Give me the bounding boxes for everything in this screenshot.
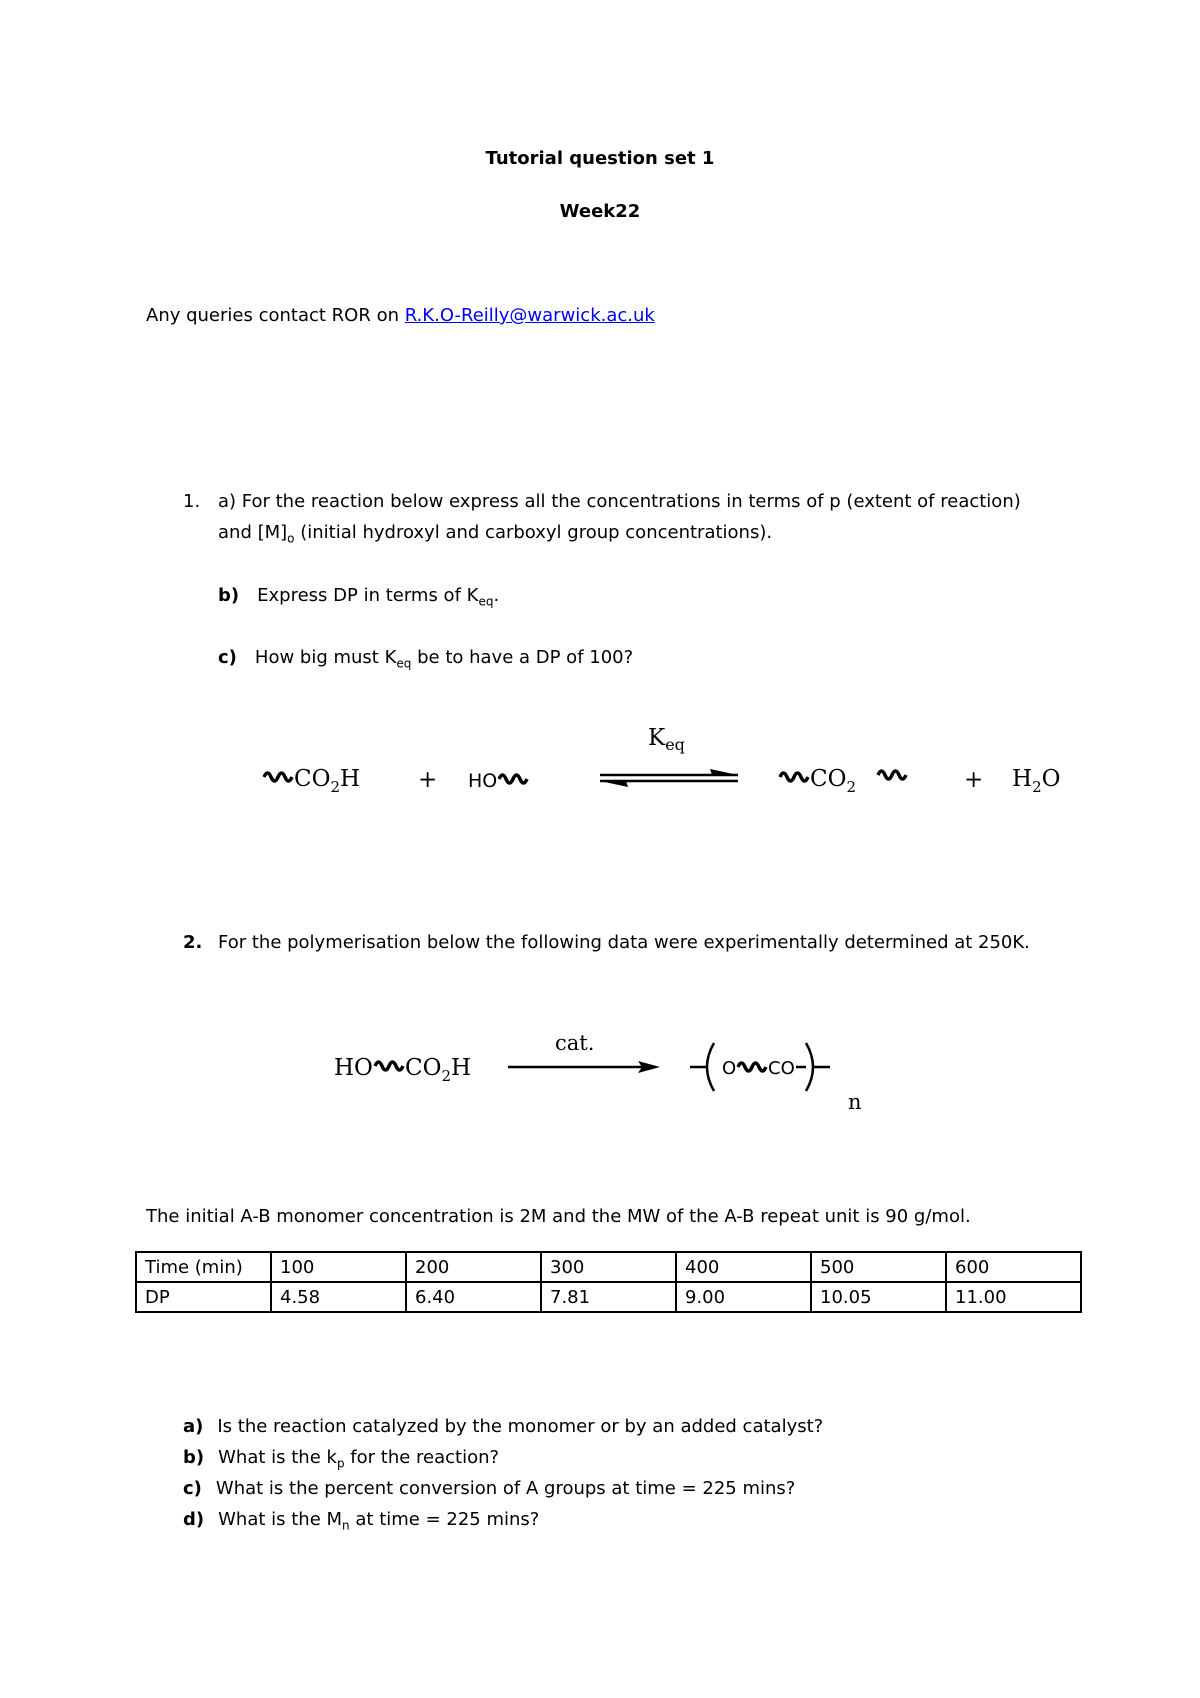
table-cell: 4.58 <box>271 1282 406 1312</box>
polymer-chain-wavy-3 <box>780 773 808 781</box>
q1c-sub: eq <box>396 656 412 671</box>
q1c <box>218 647 633 671</box>
reactant-alcohol: HO <box>468 770 498 792</box>
catalyst-label: cat. <box>555 1031 595 1055</box>
q2a <box>183 1416 823 1437</box>
table-row <box>136 1252 1081 1282</box>
polymer-chain-wavy-2 <box>499 775 527 783</box>
table-cell: 9.00 <box>676 1282 811 1312</box>
table-cell: 6.40 <box>406 1282 541 1312</box>
q2c-text: What is the percent conversion of A groups at time = 225 mins? <box>215 1478 796 1499</box>
q2d <box>183 1509 539 1533</box>
product-ester: $CO_2$ <box>810 766 857 796</box>
table-cell: 400 <box>676 1252 811 1282</box>
polymer-chain-wavy-6 <box>738 1063 766 1071</box>
table-cell: 100 <box>271 1252 406 1282</box>
table-header-dp: DP <box>136 1282 271 1312</box>
q2-text: For the polymerisation below the following data were experimentally determined at 250K. <box>218 932 1030 953</box>
plus-sign-1: + <box>418 767 438 793</box>
q1c-pre: How big must K <box>254 647 397 668</box>
table-cell: 11.00 <box>946 1282 1081 1312</box>
q1a-line2 <box>218 522 772 546</box>
page-title: Tutorial question set 1 <box>485 148 715 169</box>
table-cell: 500 <box>811 1252 946 1282</box>
table-cell: 600 <box>946 1252 1081 1282</box>
equilibrium-constant-label: $K_{eq}$ <box>648 725 685 754</box>
q1c-post: be to have a DP of 100? <box>411 647 634 668</box>
q1-number: 1. <box>183 491 201 512</box>
q2d-post: at time = 225 mins? <box>349 1509 540 1530</box>
polymer-chain-wavy-5 <box>375 1062 403 1070</box>
q1b <box>218 585 499 609</box>
q1a-line2-pre: and [M] <box>218 522 288 543</box>
q2a-label: a) <box>183 1416 204 1437</box>
monomer: HO <box>334 1055 373 1081</box>
monomer-concentration-text: The initial A-B monomer concentration is 2M and the MW of the A-B repeat unit is 90 g/mol. <box>146 1206 971 1227</box>
equilibrium-arrow-icon <box>600 769 738 787</box>
q2b-pre: What is the k <box>218 1447 337 1468</box>
table-cell: 300 <box>541 1252 676 1282</box>
data-table <box>135 1251 1082 1313</box>
q1a-line2-post: (initial hydroxyl and carboxyl group concentrations). <box>294 522 773 543</box>
q2d-pre: What is the M <box>218 1509 343 1530</box>
table-cell: 200 <box>406 1252 541 1282</box>
product-water: $H_2O$ <box>1012 766 1061 796</box>
repeat-oxygen: O <box>722 1058 737 1079</box>
q1a-line1: a) For the reaction below express all the concentrations in terms of p (extent of reaction) <box>218 491 1021 512</box>
repeat-n: n <box>848 1090 862 1114</box>
q2b-sub: p <box>336 1456 345 1471</box>
q1c-label: c) <box>218 647 237 668</box>
q2b <box>183 1447 499 1471</box>
q2d-sub: n <box>342 1518 350 1533</box>
reaction-arrow-icon <box>508 1061 660 1073</box>
q2-number: 2. <box>183 932 203 953</box>
contact-line <box>146 305 655 326</box>
table-row <box>136 1282 1081 1312</box>
polymer-chain-wavy-1 <box>264 773 292 781</box>
monomer-acid: $CO_2H$ <box>405 1055 472 1085</box>
q2c-label: c) <box>183 1478 202 1499</box>
q2c <box>183 1478 795 1499</box>
q1b-label: b) <box>218 585 240 606</box>
email-link[interactable]: R.K.O-Reilly@warwick.ac.uk <box>404 305 655 326</box>
q2b-label: b) <box>183 1447 205 1468</box>
q1b-pre: Express DP in terms of K <box>257 585 479 606</box>
q1b-post: . <box>493 585 500 606</box>
contact-prefix: Any queries contact ROR on <box>146 305 405 326</box>
q1a-line2-sub: o <box>287 531 295 546</box>
q2b-post: for the reaction? <box>344 1447 500 1468</box>
week-label: Week22 <box>559 201 641 222</box>
table-header-time: Time (min) <box>136 1252 271 1282</box>
polymer-chain-wavy-4 <box>878 771 906 779</box>
q2a-text: Is the reaction catalyzed by the monomer or by an added catalyst? <box>217 1416 824 1437</box>
table-cell: 10.05 <box>811 1282 946 1312</box>
repeat-carbonyl: CO <box>768 1058 795 1079</box>
equilibrium-scheme <box>250 725 1080 805</box>
q1b-sub: eq <box>478 594 494 609</box>
reactant-acid: $CO_2H$ <box>294 766 361 796</box>
table-cell: 7.81 <box>541 1282 676 1312</box>
polymerisation-scheme <box>330 1025 890 1125</box>
repeat-unit <box>690 1043 862 1114</box>
plus-sign-2: + <box>964 767 984 793</box>
q2d-label: d) <box>183 1509 205 1530</box>
